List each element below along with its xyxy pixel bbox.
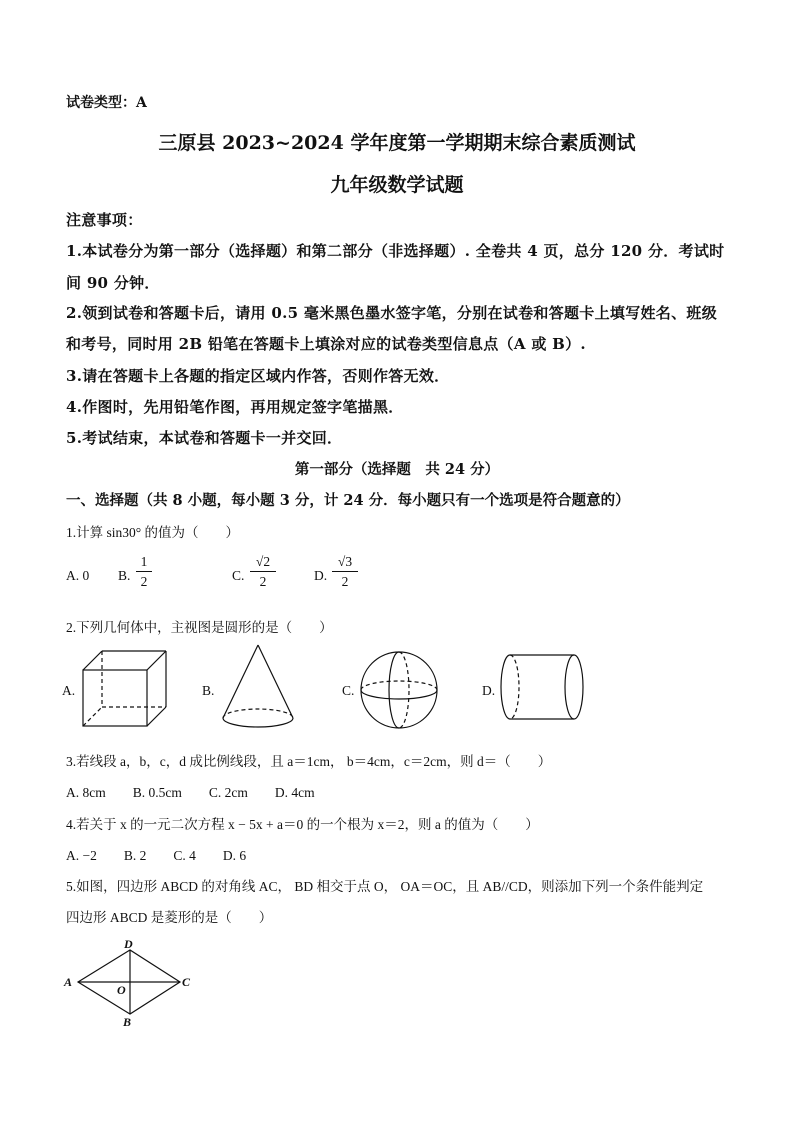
note-2-line-2: 和考号，同时用 2B 铅笔在答题卡上填涂对应的试卷类型信息点（A 或 B）. — [66, 335, 586, 353]
q1-option-c-label: C. — [232, 568, 245, 583]
fraction-bar — [332, 571, 358, 572]
q1-option-d-fraction — [332, 553, 358, 590]
q2-option-b-label: B. — [202, 683, 215, 698]
paper-type: 试卷类型：A — [66, 95, 147, 111]
fraction-numerator: √2 — [255, 554, 271, 569]
section-heading: 一、选择题（共 8 小题，每小题 3 分，计 24 分．每小题只有一个选项是符合题意的） — [66, 492, 630, 509]
fraction-denominator: 2 — [140, 574, 148, 589]
fraction-numerator: 1 — [140, 554, 148, 569]
notes-heading: 注意事项： — [66, 211, 143, 229]
q2-stem: 2.下列几何体中，主视图是圆形的是（ ） — [66, 620, 333, 635]
note-5: 5.考试结束，本试卷和答题卡一并交回． — [66, 429, 343, 447]
part1-heading: 第一部分（选择题 共 24 分） — [294, 461, 500, 478]
cone-figure — [218, 643, 298, 733]
note-2-line-1: 2.领到试卷和答题卡后，请用 0.5 毫米黑色墨水签字笔，分别在试卷和答题卡上填写姓名、班级 — [66, 304, 718, 322]
note-1-line-1: 1.本试卷分为第一部分（选择题）和第二部分（非选择题）. 全卷共 4 页，总分 120 分．考试时 — [66, 242, 725, 260]
fraction-denominator: 2 — [259, 574, 267, 589]
q1-option-a: A. 0 — [66, 568, 90, 583]
q5-stem-line-2: 四边形 ABCD 是菱形的是（ ） — [66, 910, 273, 925]
note-1-line-2: 间 90 分钟． — [66, 274, 160, 292]
q4-options: A. −2 B. 2 C. 4 D. 6 — [66, 848, 247, 863]
q1-option-d-label: D. — [314, 568, 328, 583]
q1-option-c-fraction — [250, 553, 276, 590]
vertex-label-d: D — [124, 937, 133, 951]
vertex-label-b: B — [123, 1015, 132, 1029]
cylinder-figure — [498, 653, 588, 723]
q3-options: A. 8cm B. 0.5cm C. 2cm D. 4cm — [66, 785, 315, 800]
vertex-label-c: C — [182, 975, 191, 989]
sphere-figure — [359, 650, 441, 732]
q4-stem: 4.若关于 x 的一元二次方程 x − 5x + a＝0 的一个根为 x＝2，则 a 的值为（ ） — [66, 817, 539, 832]
fraction-bar — [250, 571, 276, 572]
page-subtitle: 九年级数学试题 — [330, 174, 464, 196]
q2-option-c-label: C. — [342, 683, 355, 698]
note-4: 4.作图时，先用铅笔作图，再用规定签字笔描黑． — [66, 398, 404, 416]
fraction-numerator: √3 — [337, 554, 353, 569]
note-3: 3.请在答题卡上各题的指定区域内作答，否则作答无效． — [66, 367, 450, 385]
q3-stem: 3.若线段 a，b，c，d 成比例线段，且 a＝1cm， b＝4cm，c＝2cm，则 d＝（ ） — [66, 754, 552, 769]
q2-option-d-label: D. — [482, 683, 496, 698]
q2-option-a-label: A. — [62, 683, 76, 698]
q1-stem: 1.计算 sin30° 的值为（ ） — [66, 525, 240, 540]
fraction-denominator: 2 — [341, 574, 349, 589]
q1-option-b-fraction — [136, 553, 152, 590]
q5-stem-line-1: 5.如图，四边形 ABCD 的对角线 AC， BD 相交于点 O， OA＝OC，且 AB//CD，则添加下列一个条件能判定 — [66, 879, 704, 894]
fraction-bar — [136, 571, 152, 572]
cube-figure — [80, 648, 170, 728]
q1-option-b-label: B. — [118, 568, 131, 583]
rhombus-figure — [62, 936, 202, 1036]
page-title: 三原县 2023~2024 学年度第一学期期末综合素质测试 — [158, 132, 636, 154]
center-label-o: O — [117, 983, 126, 997]
vertex-label-a: A — [64, 975, 73, 989]
